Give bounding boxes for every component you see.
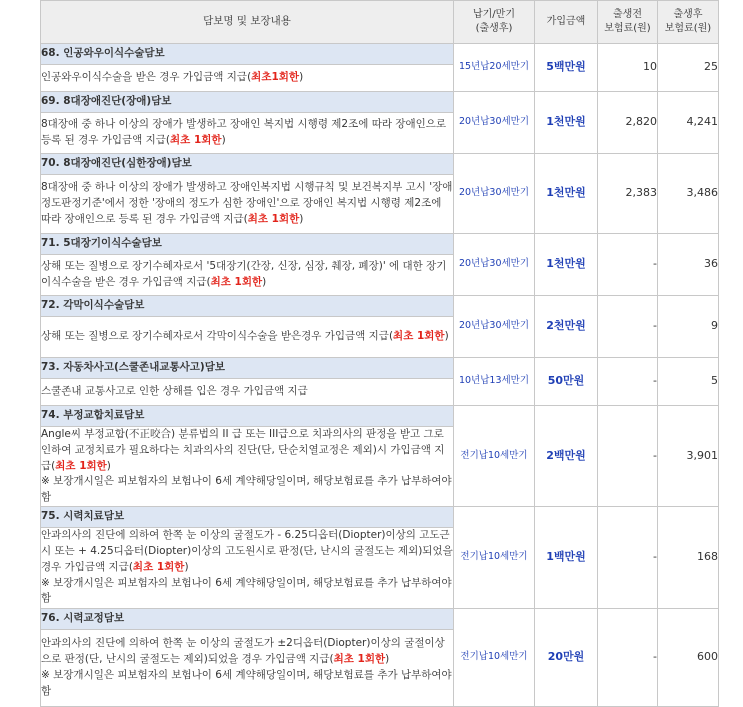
limit-emphasis: 최초 1회한 — [170, 134, 222, 146]
coverage-rows — [41, 44, 719, 707]
description-text: 안과의사의 진단에 의하여 한쪽 눈 이상의 굴절도가 ±2디옵터(Diopter)이상의 굴절이상으로 판정(단, 난시의 굴절도는 제외)되었을 경우 가입금액 지급( — [41, 637, 445, 665]
coverage-description — [41, 379, 454, 406]
payment-period: 전기납10세만기 — [454, 506, 535, 608]
coverage-description — [41, 427, 454, 507]
premium-after-birth: 4,241 — [658, 92, 719, 154]
header-coverage: 담보명 및 보장내용 — [41, 1, 454, 44]
premium-before-birth: 10 — [598, 44, 658, 92]
header-premium-before — [598, 1, 658, 44]
premium-after-birth: 5 — [658, 358, 719, 406]
coverage-amount: 1천만원 — [535, 92, 598, 154]
premium-before-birth: - — [598, 506, 658, 608]
coverage-note: ※ 보장개시일은 피보험자의 보험나이 6세 계약해당일이며, 해당보험료를 추가 납부하여야 함 — [41, 475, 452, 503]
coverage-table — [40, 0, 719, 707]
coverage-title: 70. 8대장애진단(심한장애)담보 — [41, 154, 454, 175]
coverage-title: 75. 시력치료담보 — [41, 506, 454, 527]
header-row — [41, 1, 719, 44]
coverage-amount: 2천만원 — [535, 296, 598, 358]
coverage-title-row — [41, 506, 719, 527]
premium-after-birth: 25 — [658, 44, 719, 92]
limit-emphasis: 최초 1회한 — [55, 459, 107, 472]
coverage-amount: 50만원 — [535, 358, 598, 406]
coverage-amount: 2백만원 — [535, 406, 598, 507]
limit-emphasis: 최초 1회한 — [393, 330, 445, 343]
coverage-amount: 1천만원 — [535, 154, 598, 234]
coverage-amount: 1백만원 — [535, 506, 598, 608]
coverage-title-row — [41, 296, 719, 317]
coverage-description — [41, 629, 454, 706]
coverage-title: 74. 부정교합치료담보 — [41, 406, 454, 427]
premium-before-birth: - — [598, 296, 658, 358]
coverage-description — [41, 113, 454, 154]
premium-after-birth: 9 — [658, 296, 719, 358]
coverage-description — [41, 65, 454, 92]
payment-period: 20년납30세만기 — [454, 234, 535, 296]
payment-period: 20년납30세만기 — [454, 296, 535, 358]
payment-period: 15년납20세만기 — [454, 44, 535, 92]
header-premium-after — [658, 1, 719, 44]
payment-period: 20년납30세만기 — [454, 154, 535, 234]
description-suffix: ) — [221, 134, 226, 146]
premium-before-birth: - — [598, 358, 658, 406]
premium-before-birth: 2,383 — [598, 154, 658, 234]
payment-period: 전기납10세만기 — [454, 406, 535, 507]
premium-before-birth: - — [598, 406, 658, 507]
coverage-title-row — [41, 92, 719, 113]
premium-after-birth: 3,901 — [658, 406, 719, 507]
coverage-title-row — [41, 406, 719, 427]
coverage-title: 76. 시력교정담보 — [41, 608, 454, 629]
description-text: 안과의사의 진단에 의하여 한쪽 눈 이상의 굴절도가 - 6.25디옵터(Diopter)이상의 고도근시 또는 + 4.25디옵터(Diopter)이상의 고도원시로 판정(단, 난시의 굴절도는 제외)되었을경우 가입금액 지급( — [41, 529, 453, 573]
payment-period: 10년납13세만기 — [454, 358, 535, 406]
premium-after-birth: 36 — [658, 234, 719, 296]
coverage-title: 72. 각막이식수술담보 — [41, 296, 454, 317]
coverage-amount: 5백만원 — [535, 44, 598, 92]
description-suffix: ) — [262, 276, 267, 288]
coverage-title-row — [41, 154, 719, 175]
premium-before-birth: - — [598, 608, 658, 706]
coverage-title-row — [41, 234, 719, 255]
description-suffix: ) — [106, 459, 111, 472]
description-text: Angle씨 부정교합(不正咬合) 분류법의 II 급 또는 III급으로 치과의사의 판정을 받고 그로 인하여 교정치료가 필요하다는 치과의사의 진단(단, 단순치열교정은 제외)시 가입금액 지급( — [41, 428, 445, 472]
description-suffix: ) — [299, 71, 304, 84]
limit-emphasis: 최초 1회한 — [247, 212, 300, 225]
coverage-description — [41, 527, 454, 608]
description-text: 스쿨존내 교통사고로 인한 상해를 입은 경우 가입금액 지급 — [41, 385, 308, 398]
coverage-title: 69. 8대장애진단(장애)담보 — [41, 92, 454, 113]
description-suffix: ) — [299, 212, 304, 225]
premium-before-birth: 2,820 — [598, 92, 658, 154]
premium-after-birth: 168 — [658, 506, 719, 608]
payment-period: 20년납30세만기 — [454, 92, 535, 154]
description-text: 8대장애 중 하나 이상의 장애가 발생하고 장애인 복지법 시행령 제2조에 따라 장애인으로 등록 된 경우 가입금액 지급( — [41, 118, 447, 146]
coverage-title: 71. 5대장기이식수술담보 — [41, 234, 454, 255]
premium-before-birth: - — [598, 234, 658, 296]
header-before-line1: 출생전 — [613, 8, 642, 20]
limit-emphasis: 최초 1회한 — [210, 276, 263, 288]
coverage-amount: 20만원 — [535, 608, 598, 706]
coverage-note: ※ 보장개시일은 피보험자의 보험나이 6세 계약해당일이며, 해당보험료를 추가 납부하여야 함 — [41, 576, 452, 605]
premium-after-birth: 3,486 — [658, 154, 719, 234]
header-period-line2: (출생후) — [475, 23, 513, 34]
description-text: 인공와우이식수술을 받은 경우 가입금액 지급( — [41, 71, 252, 84]
limit-emphasis: 최초1회한 — [251, 71, 300, 84]
payment-period: 전기납10세만기 — [454, 608, 535, 706]
coverage-title: 73. 자동차사고(스쿨존내교통사고)담보 — [41, 358, 454, 379]
header-period — [454, 1, 535, 44]
header-after-line2: 보험료(원) — [664, 23, 712, 34]
coverage-description — [41, 175, 454, 234]
description-suffix: ) — [184, 560, 189, 573]
description-text: 8대장애 중 하나 이상의 장애가 발생하고 장애인복지법 시행규칙 및 보건복지부 고시 '장애정도판정기준'에서 정한 '장애의 정도가 심한 장애인'으로 장애인 복지법 시행령 제2조에 따라 장애인으로 등록 된 경우 가입금액 지급( — [41, 181, 453, 225]
coverage-description — [41, 317, 454, 358]
limit-emphasis: 최초 1회한 — [333, 653, 386, 665]
header-before-line2: 보험료(원) — [604, 23, 651, 34]
coverage-description — [41, 255, 454, 296]
description-suffix: ) — [385, 653, 390, 665]
description-text: 상해 또는 질병으로 장기수혜자로서 각막이식수술을 받은경우 가입금액 지급( — [41, 330, 394, 343]
header-after-line1: 출생후 — [673, 8, 703, 20]
coverage-title-row — [41, 608, 719, 629]
premium-after-birth: 600 — [658, 608, 719, 706]
header-amount: 가입금액 — [535, 1, 598, 44]
description-suffix: ) — [444, 330, 449, 343]
header-period-line1: 납기/만기 — [472, 8, 515, 20]
coverage-note: ※ 보장개시일은 피보험자의 보험나이 6세 계약해당일이며, 해당보험료를 추가 납부하여야 함 — [41, 668, 452, 697]
coverage-amount: 1천만원 — [535, 234, 598, 296]
description-text: 상해 또는 질병으로 장기수혜자로서 '5대장기(간장, 신장, 심장, 췌장, 폐장)' 에 대한 장기이식수술을 받은 경우 가입금액 지급( — [41, 260, 447, 288]
coverage-title-row — [41, 44, 719, 65]
limit-emphasis: 최초 1회한 — [132, 560, 185, 573]
coverage-title-row — [41, 358, 719, 379]
coverage-title: 68. 인공와우이식수술담보 — [41, 44, 454, 65]
